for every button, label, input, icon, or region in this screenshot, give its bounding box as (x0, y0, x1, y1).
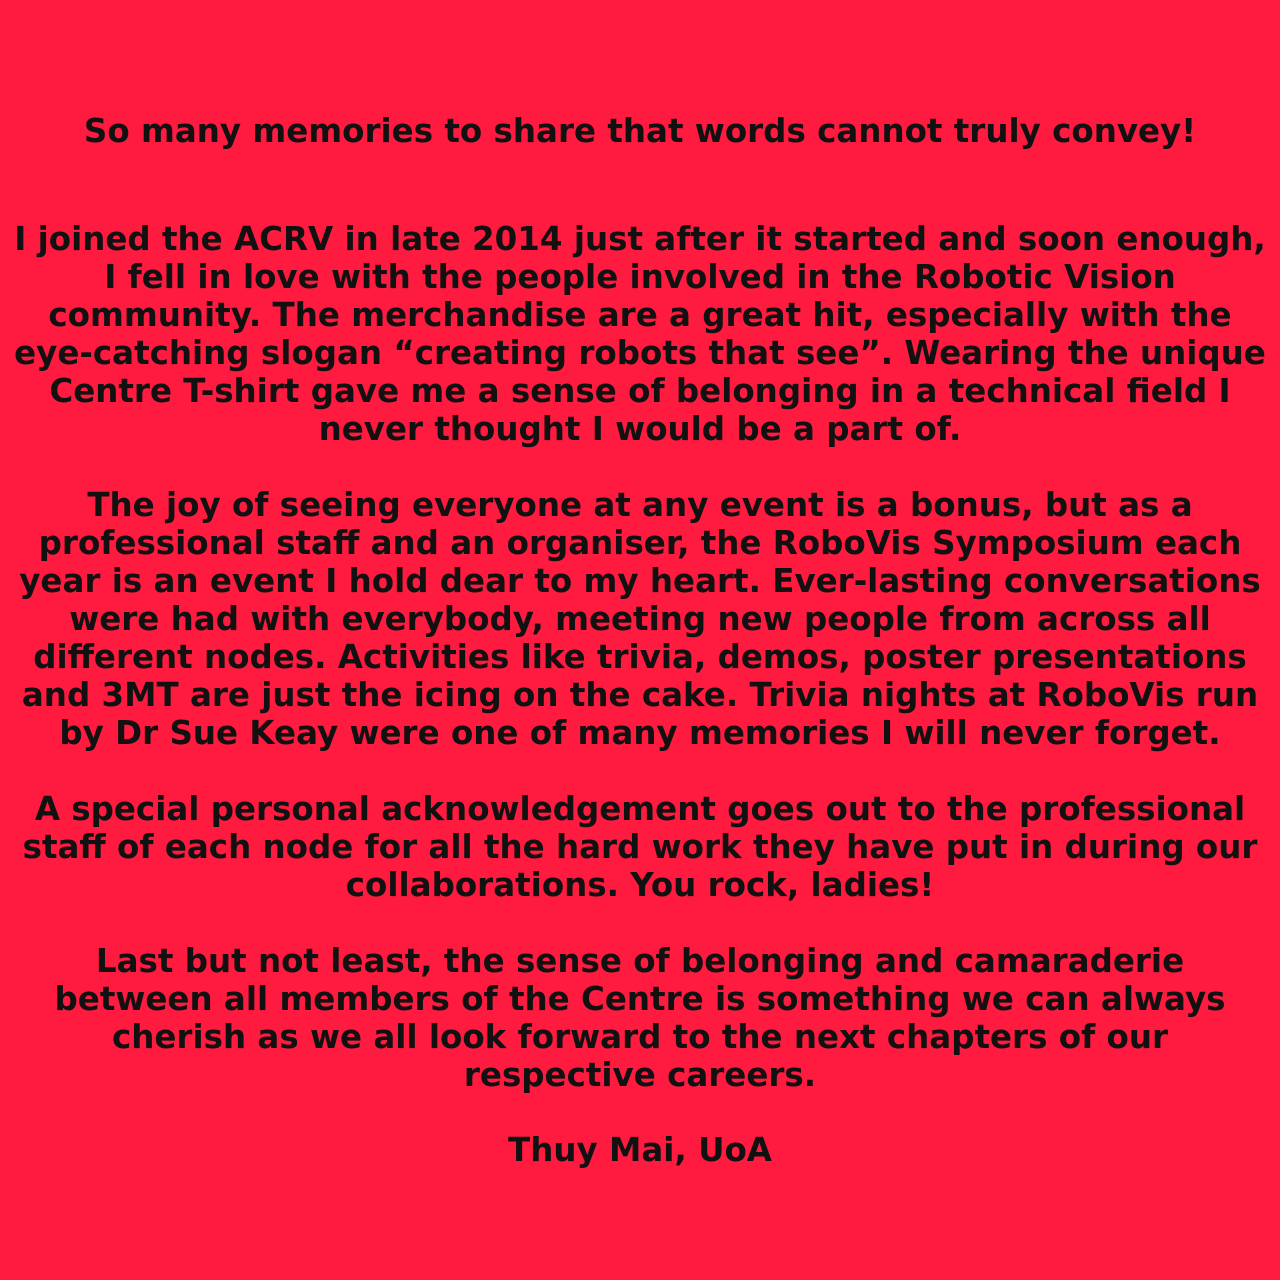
paragraph-joining: I joined the ACRV in late 2014 just after it started and soon enough, I fell in love with the people involved in the Robotic Vision community. The merchandise are a great hit, especially with the eye-catching slogan “creating robots that see”. Wearing the unique Centre T-shirt gave me a sense of belonging in a technical field I never thought I would be a part of. (14, 220, 1266, 448)
paragraph-closing: Last but not least, the sense of belonging and camaraderie between all members of the Centre is something we can always cherish as we all look forward to the next chapters of our respective careers. (54, 942, 1226, 1094)
headline: So many memories to share that words cannot truly convey! (83, 112, 1197, 150)
paragraph-acknowledgement: A special personal acknowledgement goes out to the professional staff of each node for all the hard work they have put in during our collaborations. You rock, ladies! (22, 790, 1258, 904)
signature: Thuy Mai, UoA (508, 1131, 772, 1169)
paragraph-robovis: The joy of seeing everyone at any event is a bonus, but as a professional staff and an organiser, the RoboVis Symposium each year is an event I hold dear to my heart. Ever-lasting conversations were had with everybody, meeting new people from across all different nodes. Activities like trivia, demos, poster presentations and 3MT are just the icing on the cake. Trivia nights at RoboVis run by Dr Sue Keay were one of many memories I will never forget. (19, 486, 1261, 752)
